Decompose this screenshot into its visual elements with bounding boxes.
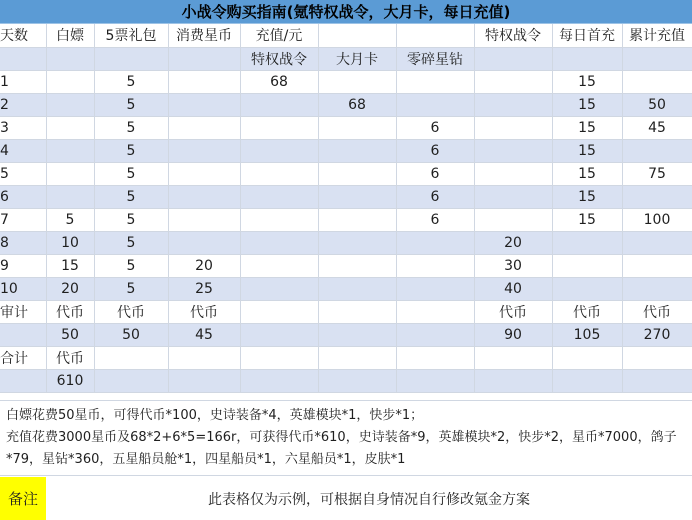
table-cell[interactable] [474,185,552,208]
table-cell[interactable] [474,116,552,139]
remark-row [0,477,692,520]
table-cell[interactable] [168,139,240,162]
table-cell[interactable]: 45 [168,323,240,346]
table-cell[interactable] [552,277,622,300]
table-cell[interactable] [622,254,692,277]
table-cell[interactable]: 5票礼包 [94,24,168,47]
table-cell[interactable]: 45 [622,116,692,139]
table-cell[interactable] [0,369,46,392]
table-cell[interactable] [240,185,318,208]
table-cell[interactable] [396,254,474,277]
table-cell[interactable]: 30 [474,254,552,277]
table-cell[interactable]: 代币 [168,300,240,323]
table-cell[interactable]: 50 [46,323,94,346]
table-cell[interactable] [318,323,396,346]
table-cell[interactable] [396,93,474,116]
table-cell[interactable] [396,70,474,93]
table-cell[interactable] [318,70,396,93]
table-cell[interactable] [240,116,318,139]
table-cell[interactable] [46,162,94,185]
table-cell[interactable] [318,116,396,139]
table-cell[interactable]: 5 [94,254,168,277]
table-cell[interactable] [552,47,622,70]
table-cell[interactable] [474,346,552,369]
table-cell[interactable] [552,346,622,369]
table-cell[interactable] [318,254,396,277]
table-cell[interactable]: 累计充值 [622,24,692,47]
table-cell[interactable] [318,139,396,162]
table-cell[interactable]: 充值/元 [240,24,318,47]
table-cell[interactable]: 代币 [46,346,94,369]
table-cell[interactable]: 5 [94,208,168,231]
table-cell[interactable] [396,323,474,346]
table-cell[interactable] [168,162,240,185]
purchase-table [0,24,692,393]
table-cell[interactable] [622,346,692,369]
table-cell[interactable] [622,47,692,70]
table-cell[interactable]: 15 [46,254,94,277]
table-cell[interactable]: 105 [552,323,622,346]
table-cell[interactable]: 1 [0,70,46,93]
table-cell[interactable]: 15 [552,70,622,93]
table-cell[interactable] [318,277,396,300]
table-cell[interactable]: 20 [46,277,94,300]
table-cell[interactable]: 68 [318,93,396,116]
table-cell[interactable]: 15 [552,139,622,162]
note-line-1: 白嫖花费50星币，可得代币*100，史诗装备*4，英雄模块*1，快步*1； [6,408,424,423]
table-cell[interactable]: 25 [168,277,240,300]
table-cell[interactable]: 15 [552,208,622,231]
table-cell[interactable] [474,208,552,231]
table-cell[interactable] [240,369,318,392]
table-cell[interactable] [240,93,318,116]
table-cell[interactable]: 50 [94,323,168,346]
table-cell[interactable] [240,254,318,277]
table-cell[interactable] [94,369,168,392]
table-cell[interactable] [622,277,692,300]
table-cell[interactable] [396,369,474,392]
table-cell[interactable] [240,139,318,162]
table-cell[interactable]: 10 [0,277,46,300]
table-cell[interactable] [46,70,94,93]
remark-label: 备注 [0,477,46,520]
table-cell[interactable]: 20 [168,254,240,277]
table-cell[interactable] [240,231,318,254]
table-cell[interactable]: 100 [622,208,692,231]
table-cell[interactable]: 代币 [552,300,622,323]
table-cell[interactable]: 5 [94,70,168,93]
table-row [0,277,692,300]
table-cell[interactable]: 6 [396,139,474,162]
table-cell[interactable] [318,231,396,254]
table-cell[interactable]: 消费星币 [168,24,240,47]
table-cell[interactable]: 610 [46,369,94,392]
table-cell[interactable]: 270 [622,323,692,346]
note-line-2: 充值花费3000星币及68*2+6*5=166r，可获得代币*610，史诗装备*9，英雄模块*2，快步*2，星币*7000，鸽子*79，星钻*360，五星船员舱*1，四星船员*1，六星船员*1，皮肤*1 [6,430,677,467]
table-cell[interactable] [168,93,240,116]
header-row [0,24,692,47]
table-cell[interactable]: 5 [94,93,168,116]
table-cell[interactable]: 3 [0,116,46,139]
table-cell[interactable]: 合计 [0,346,46,369]
table-cell[interactable] [318,185,396,208]
table-cell[interactable] [240,323,318,346]
table-cell[interactable] [474,70,552,93]
table-cell[interactable]: 10 [46,231,94,254]
table-cell[interactable] [396,24,474,47]
table-cell[interactable]: 4 [0,139,46,162]
table-cell[interactable] [474,369,552,392]
table-cell[interactable] [168,70,240,93]
table-cell[interactable] [552,254,622,277]
table-cell[interactable] [168,231,240,254]
table-cell[interactable] [396,300,474,323]
table-cell[interactable] [240,346,318,369]
table-row [0,162,692,185]
table-cell[interactable]: 7 [0,208,46,231]
table-row [0,346,692,369]
table-row [0,231,692,254]
sheet-title: 小战令购买指南(氪特权战令，大月卡，每日充值) [0,0,692,24]
table-cell[interactable] [168,185,240,208]
table-cell[interactable] [474,93,552,116]
table-row [0,116,692,139]
table-cell[interactable]: 大月卡 [318,47,396,70]
table-row [0,185,692,208]
table-row [0,254,692,277]
table-cell[interactable]: 5 [94,139,168,162]
table-row [0,300,692,323]
table-cell[interactable]: 代币 [46,300,94,323]
table-cell[interactable]: 15 [552,162,622,185]
table-cell[interactable] [622,185,692,208]
table-cell[interactable] [168,47,240,70]
table-cell[interactable] [622,139,692,162]
table-cell[interactable] [240,277,318,300]
table-cell[interactable]: 15 [552,185,622,208]
table-cell[interactable] [46,116,94,139]
table-cell[interactable]: 75 [622,162,692,185]
table-cell[interactable] [46,185,94,208]
table-cell[interactable] [94,346,168,369]
table-cell[interactable]: 5 [46,208,94,231]
table-cell[interactable] [168,208,240,231]
table-cell[interactable]: 5 [94,231,168,254]
table-cell[interactable]: 每日首充 [552,24,622,47]
table-cell[interactable]: 2 [0,93,46,116]
table-cell[interactable]: 68 [240,70,318,93]
table-cell[interactable]: 8 [0,231,46,254]
table-cell[interactable] [318,300,396,323]
table-cell[interactable]: 6 [396,116,474,139]
table-cell[interactable] [622,70,692,93]
table-cell[interactable]: 90 [474,323,552,346]
table-cell[interactable]: 零碎星钻 [396,47,474,70]
table-cell[interactable] [94,47,168,70]
table-cell[interactable] [0,323,46,346]
table-cell[interactable] [240,300,318,323]
table-cell[interactable] [318,208,396,231]
table-cell[interactable] [46,139,94,162]
table-cell[interactable] [46,93,94,116]
table-cell[interactable]: 20 [474,231,552,254]
table-cell[interactable]: 代币 [94,300,168,323]
table-cell[interactable] [318,369,396,392]
table-cell[interactable] [240,162,318,185]
table-cell[interactable]: 特权战令 [474,24,552,47]
table-cell[interactable] [240,208,318,231]
table-cell[interactable] [552,231,622,254]
table-cell[interactable]: 50 [622,93,692,116]
table-cell[interactable] [552,369,622,392]
table-cell[interactable] [396,346,474,369]
table-cell[interactable] [318,24,396,47]
table-cell[interactable]: 代币 [474,300,552,323]
table-row [0,369,692,392]
table-cell[interactable]: 审计 [0,300,46,323]
table-cell[interactable] [396,277,474,300]
table-row [0,208,692,231]
table-cell[interactable] [474,47,552,70]
table-cell[interactable] [318,162,396,185]
table-cell[interactable]: 6 [0,185,46,208]
table-cell[interactable] [0,47,46,70]
table-cell[interactable] [622,369,692,392]
table-cell[interactable] [168,116,240,139]
table-cell[interactable]: 5 [94,277,168,300]
notes-block [0,400,692,476]
table-cell[interactable]: 6 [396,162,474,185]
table-cell[interactable] [168,369,240,392]
table-row [0,139,692,162]
table-cell[interactable]: 6 [396,185,474,208]
table-cell[interactable]: 代币 [622,300,692,323]
remark-text: 此表格仅为示例，可根据自身情况自行修改氪金方案 [208,491,530,508]
table-cell[interactable]: 15 [552,93,622,116]
table-cell[interactable] [474,162,552,185]
table-cell[interactable] [474,139,552,162]
table-cell[interactable]: 40 [474,277,552,300]
table-row [0,93,692,116]
table-cell[interactable]: 白嫖 [46,24,94,47]
table-cell[interactable] [318,346,396,369]
table-cell[interactable]: 9 [0,254,46,277]
table-row [0,70,692,93]
table-cell[interactable] [168,346,240,369]
table-cell[interactable]: 5 [94,116,168,139]
table-cell[interactable]: 5 [94,185,168,208]
subheader-row [0,47,692,70]
table-cell[interactable] [622,231,692,254]
table-cell[interactable]: 5 [94,162,168,185]
table-cell[interactable]: 天数 [0,24,46,47]
table-cell[interactable]: 15 [552,116,622,139]
table-cell[interactable]: 特权战令 [240,47,318,70]
table-cell[interactable] [46,47,94,70]
table-row [0,323,692,346]
table-cell[interactable]: 6 [396,208,474,231]
table-cell[interactable] [396,231,474,254]
table-cell[interactable]: 5 [0,162,46,185]
